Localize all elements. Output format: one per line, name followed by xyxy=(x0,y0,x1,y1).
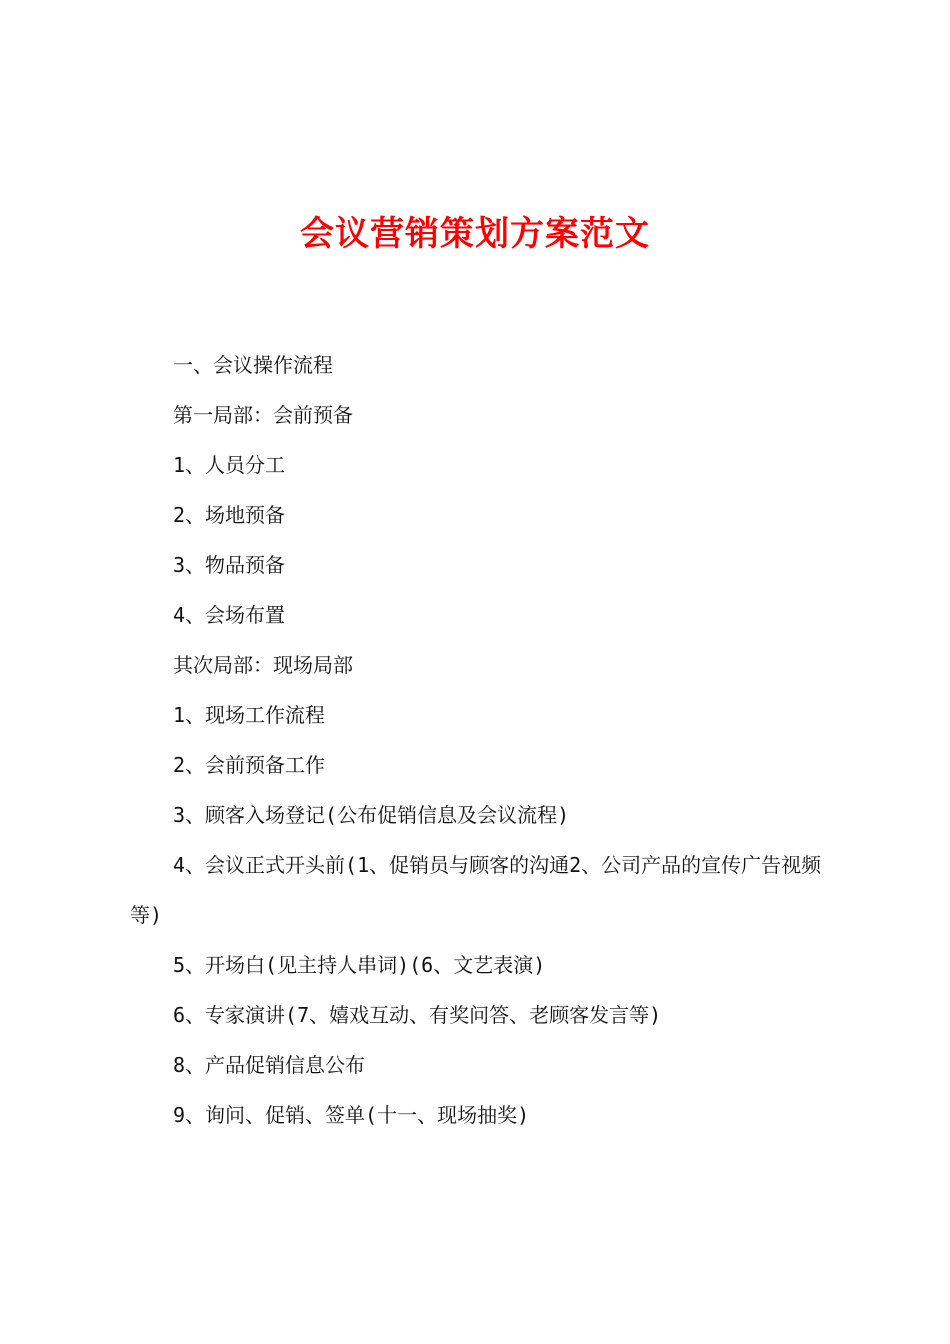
list-item: 2、场地预备 xyxy=(173,503,286,527)
list-item: 6、专家演讲(7、嬉戏互动、有奖问答、老顾客发言等) xyxy=(173,1003,662,1027)
list-item: 1、现场工作流程 xyxy=(173,703,326,727)
document-title: 会议营销策划方案范文 xyxy=(300,214,650,254)
section-heading: 一、会议操作流程 xyxy=(173,353,333,377)
list-item: 4、会议正式开头前(1、促销员与顾客的沟通2、公司产品的宣传广告视频等) xyxy=(130,853,822,927)
part-heading: 第一局部：会前预备 xyxy=(173,403,353,427)
list-item: 5、开场白(见主持人串词)(6、文艺表演) xyxy=(173,953,546,977)
document-body xyxy=(130,340,836,1140)
part-heading: 其次局部：现场局部 xyxy=(173,653,353,677)
list-item: 8、产品促销信息公布 xyxy=(173,1053,366,1077)
list-item: 2、会前预备工作 xyxy=(173,753,326,777)
list-item: 1、人员分工 xyxy=(173,453,286,477)
list-item: 3、物品预备 xyxy=(173,553,286,577)
list-item: 4、会场布置 xyxy=(173,603,286,627)
list-item: 3、顾客入场登记(公布促销信息及会议流程) xyxy=(173,803,570,827)
list-item: 9、询问、促销、签单(十一、现场抽奖) xyxy=(173,1103,530,1127)
